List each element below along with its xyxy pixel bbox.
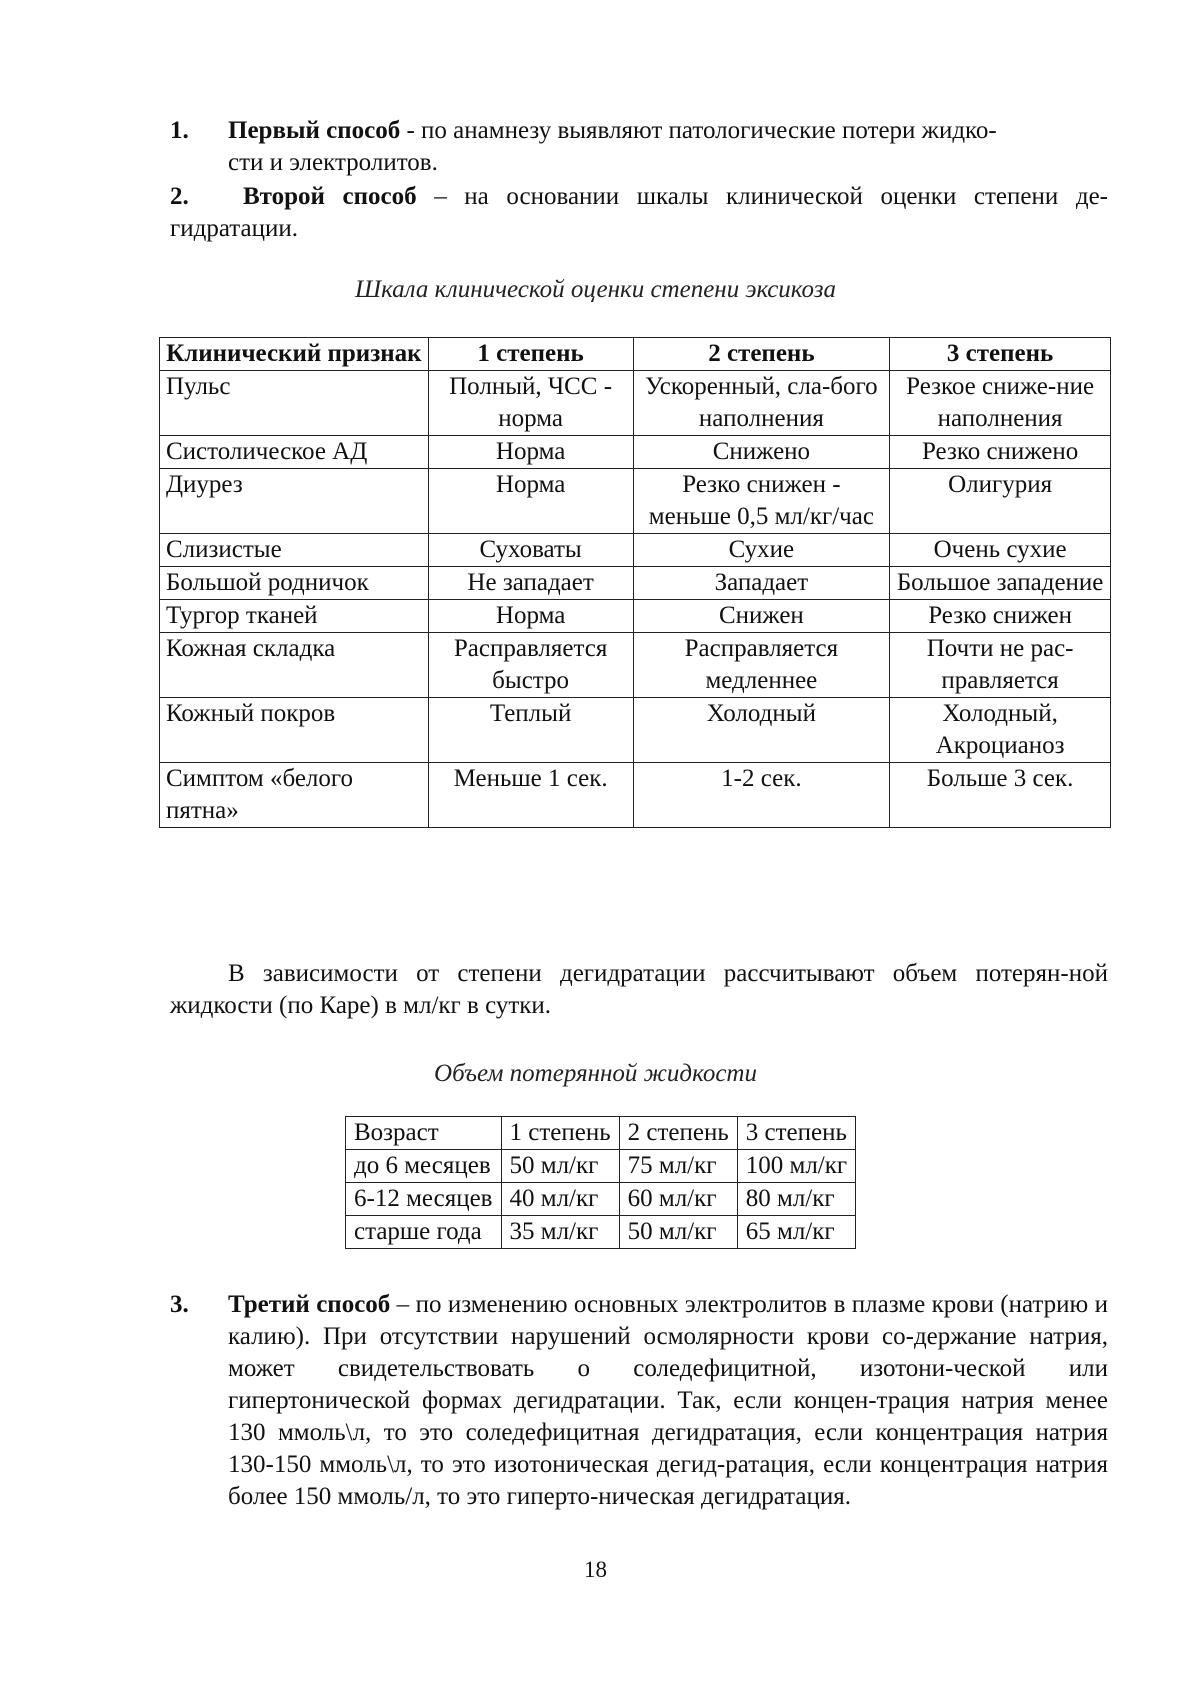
list-item-text [170, 115, 1108, 147]
table-cell: Кожная складка [160, 633, 429, 698]
table-cell: до 6 месяцев [346, 1150, 502, 1183]
table-cell: Почти не рас-правляется [890, 633, 1111, 698]
table-cell: Теплый [428, 698, 633, 763]
table-cell: Резко снижен [890, 600, 1111, 633]
table-cell: Кожный покров [160, 698, 429, 763]
table-cell: Холодный [633, 698, 890, 763]
table-cell: 50 мл/кг [501, 1150, 619, 1183]
fluid-loss-table [345, 1116, 856, 1249]
table-row [160, 469, 1111, 534]
table-row [160, 371, 1111, 436]
table-caption: Шкала клинической оценки степени эксикоза [355, 276, 836, 303]
exsiccosis-scale-table [159, 337, 1111, 828]
table-cell: Симптом «белого пятна» [160, 763, 429, 828]
table-cell: Резкое сниже-ние наполнения [890, 371, 1111, 436]
table-header-cell: 3 степень [737, 1117, 855, 1150]
table-header-cell: 1 степень [428, 338, 633, 371]
list-item-rest: – по изменению основных электролитов в плазме крови (натрию и калию). При отсутствии нарушений осмолярности крови со-держание натрия, может свидетельствовать о соледефицитной, изотони-ческой или гипертонической формах дегидратации. Так, если концен-трация натрия менее 130 ммоль\л, то это соледефицитная дегидратация, если концентрация натрия 130-150 ммоль\л, то это изотоническая дегид-ратация, если концентрация натрия более 150 ммоль/л, то это гиперто-ническая дегидратация. [228, 1291, 1108, 1510]
list-item-lead: Третий способ [228, 1291, 391, 1318]
table-cell: Тургор тканей [160, 600, 429, 633]
table-row [160, 600, 1111, 633]
table-cell: Очень сухие [890, 534, 1111, 567]
list-item-text [170, 181, 1108, 245]
table-cell: Суховаты [428, 534, 633, 567]
table-cell: Резко снижен - меньше 0,5 мл/кг/час [633, 469, 890, 534]
table-cell: 100 мл/кг [737, 1150, 855, 1183]
table-cell: Норма [428, 600, 633, 633]
table-row [160, 436, 1111, 469]
list-item-lead: Второй способ [243, 183, 417, 210]
table-cell: 75 мл/кг [619, 1150, 737, 1183]
table-caption: Объем потерянной жидкости [434, 1060, 757, 1087]
table-cell: Холодный, Акроцианоз [890, 698, 1111, 763]
table-cell: Расправляется медленнее [633, 633, 890, 698]
table-cell: Пульс [160, 371, 429, 436]
table-cell: 40 мл/кг [501, 1183, 619, 1216]
table-cell: 50 мл/кг [619, 1216, 737, 1249]
table-row [160, 763, 1111, 828]
table-cell: Систолическое АД [160, 436, 429, 469]
table-row [160, 567, 1111, 600]
list-item-number: 1. [170, 117, 189, 144]
table-cell: Большое западение [890, 567, 1111, 600]
list-item-2 [170, 181, 1108, 245]
table-cell: Полный, ЧСС - норма [428, 371, 633, 436]
table-header-cell: Возраст [346, 1117, 502, 1150]
page-number: 18 [584, 1557, 607, 1582]
list-item-1 [170, 115, 1108, 179]
table-cell: Большой родничок [160, 567, 429, 600]
table-cell: 1-2 сек. [633, 763, 890, 828]
table-header-cell: 2 степень [633, 338, 890, 371]
list-item-lead: Первый способ [228, 117, 401, 144]
table-row [160, 698, 1111, 763]
table-cell: Норма [428, 436, 633, 469]
body-paragraph: В зависимости от степени дегидратации рассчитывают объем потерян-ной жидкости (по Каре) в мл/кг в сутки. [170, 960, 1108, 1019]
table-header-row [160, 338, 1111, 371]
table-cell: Меньше 1 сек. [428, 763, 633, 828]
list-item-rest: – на основании шкалы клинической оценки степени де-гидратации. [170, 183, 1108, 242]
list-item-rest: - по анамнезу выявляют патологические потери жидко- [400, 117, 997, 144]
table-cell: Расправляется быстро [428, 633, 633, 698]
table-cell: 80 мл/кг [737, 1183, 855, 1216]
table-cell: Диурез [160, 469, 429, 534]
table-cell: 65 мл/кг [737, 1216, 855, 1249]
table-cell: Норма [428, 469, 633, 534]
table-cell: Ускоренный, сла-бого наполнения [633, 371, 890, 436]
table-cell: Снижено [633, 436, 890, 469]
list-item-text [170, 1289, 1108, 1513]
table-row [160, 534, 1111, 567]
list-item-number: 2. [170, 183, 189, 210]
list-item-continuation: сти и электролитов. [228, 149, 438, 176]
table-cell: Не западает [428, 567, 633, 600]
list-item-number: 3. [170, 1291, 189, 1318]
table-row [346, 1183, 856, 1216]
table-cell: 6-12 месяцев [346, 1183, 502, 1216]
table-header-row [346, 1117, 856, 1150]
table-cell: Западает [633, 567, 890, 600]
table-cell: старше года [346, 1216, 502, 1249]
table-cell: Снижен [633, 600, 890, 633]
table-cell: 60 мл/кг [619, 1183, 737, 1216]
table-cell: Олигурия [890, 469, 1111, 534]
table-cell: Сухие [633, 534, 890, 567]
table-row [346, 1216, 856, 1249]
table-header-cell: Клинический признак [160, 338, 429, 371]
table-header-cell: 2 степень [619, 1117, 737, 1150]
table-cell: 35 мл/кг [501, 1216, 619, 1249]
table-header-cell: 1 степень [501, 1117, 619, 1150]
table-cell: Слизистые [160, 534, 429, 567]
table-header-cell: 3 степень [890, 338, 1111, 371]
table-row [160, 633, 1111, 698]
table-cell: Резко снижено [890, 436, 1111, 469]
table-cell: Больше 3 сек. [890, 763, 1111, 828]
list-item-3 [170, 1289, 1108, 1513]
table-row [346, 1150, 856, 1183]
